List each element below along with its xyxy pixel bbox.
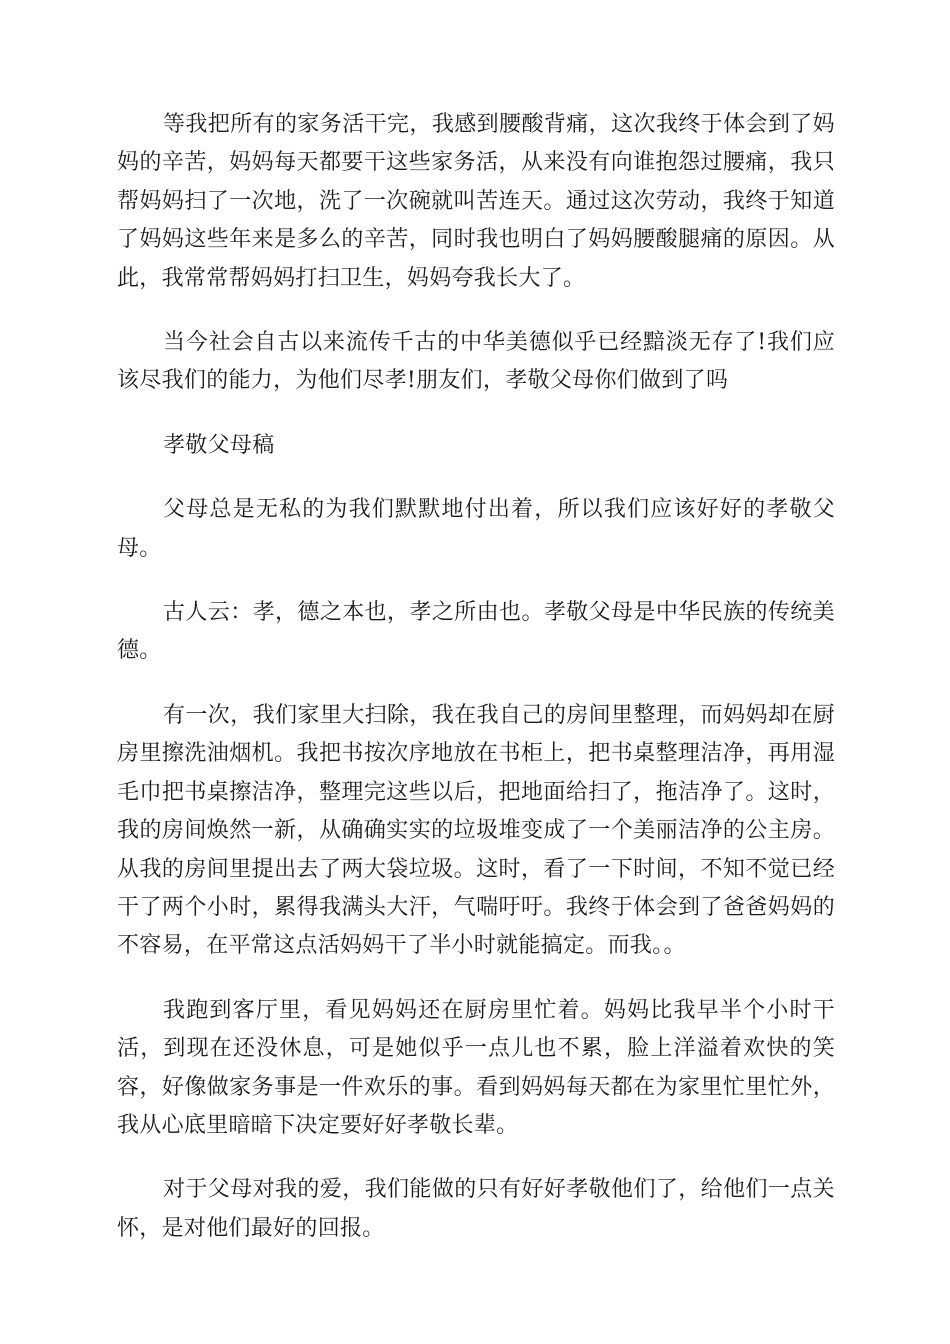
paragraph-ancient-saying: 古人云：孝，德之本也，孝之所由也。孝敬父母是中华民族的传统美德。 <box>117 600 835 664</box>
section-heading: 孝敬父母稿 <box>163 432 275 458</box>
paragraph-conclusion: 对于父母对我的爱，我们能做的只有好好孝敬他们了，给他们一点关怀，是对他们最好的回报。 <box>117 1177 835 1241</box>
document-body <box>117 106 835 1274</box>
paragraph-parents-selfless: 父母总是无私的为我们默默地付出着，所以我们应该好好的孝敬父母。 <box>117 497 835 561</box>
paragraph-cleaning-story: 有一次，我们家里大扫除，我在我自己的房间里整理，而妈妈却在厨房里擦洗油烟机。我把书按次序地放在书柜上，把书桌整理洁净，再用湿毛巾把书桌擦洁净，整理完这些以后，把地面给扫了，拖洁净了。这时，我的房间焕然一新，从确确实实的垃圾堆变成了一个美丽洁净的公主房。从我的房间里提出去了两大袋垃圾。这时，看了一下时间，不知不觉已经干了两个小时，累得我满头大汗，气喘吁吁。我终于体会到了爸爸妈妈的不容易，在平常这点活妈妈干了半小时就能搞定。而我。。 <box>117 702 835 959</box>
paragraph-living-room: 我跑到客厅里，看见妈妈还在厨房里忙着。妈妈比我早半个小时干活，到现在还没休息，可是她似乎一点儿也不累，脸上洋溢着欢快的笑容，好像做家务事是一件欢乐的事。看到妈妈每天都在为家里忙里忙外，我从心底里暗暗下决定要好好孝敬长辈。 <box>117 997 835 1138</box>
paragraph-housework-reflection: 等我把所有的家务活干完，我感到腰酸背痛，这次我终于体会到了妈妈的辛苦，妈妈每天都要干这些家务活，从来没有向谁抱怨过腰痛，我只帮妈妈扫了一次地，洗了一次碗就叫苦连天。通过这次劳动，我终于知道了妈妈这些年来是多么的辛苦，同时我也明白了妈妈腰酸腿痛的原因。从此，我常常帮妈妈打扫卫生，妈妈夸我长大了。 <box>117 112 835 291</box>
paragraph-filial-virtue-appeal: 当今社会自古以来流传千古的中华美德似乎已经黯淡无存了!我们应该尽我们的能力，为他们尽孝!朋友们，孝敬父母你们做到了吗 <box>117 330 835 394</box>
